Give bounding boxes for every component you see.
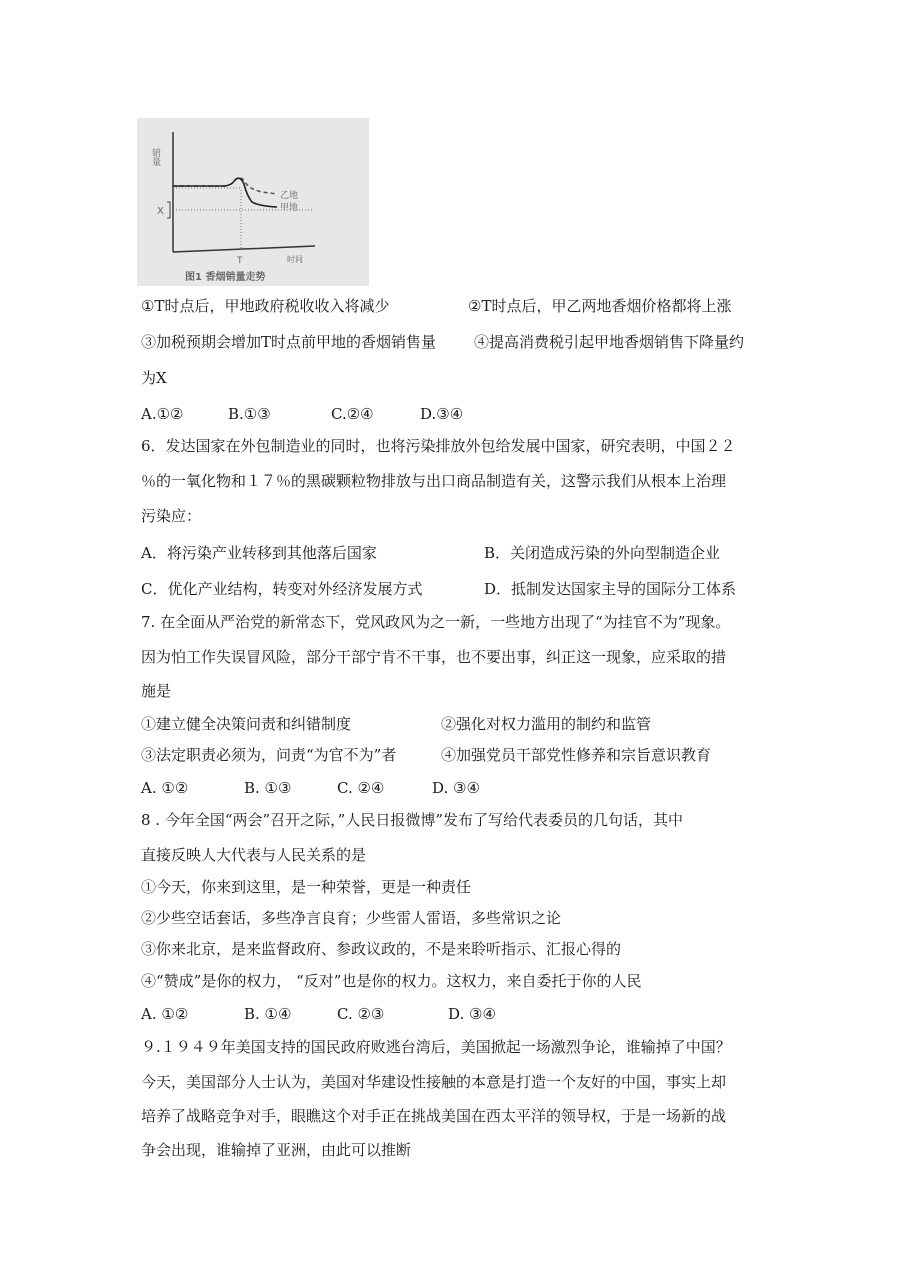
- q5-option-3: ③加税预期会增加T时点前甲地的香烟销售量: [141, 333, 437, 351]
- q8-choice-d: D. ③④: [448, 1005, 496, 1023]
- q6-choice-b: B．关闭造成污染的外向型制造企业: [484, 544, 721, 562]
- figure-caption: 图1 香烟销量走势: [185, 272, 266, 283]
- q8-option-4: ④“赞成”是你的权力， “反对”也是你的权力。这权力，来自委托于你的人民: [141, 972, 642, 990]
- q7-option-3: ③法定职责必须为，问责“为官不为”者: [141, 746, 397, 764]
- q7-stem-line-2: 因为怕工作失误冒风险，部分干部宁肯不干事，也不要出事，纠正这一现象，应采取的措: [141, 648, 727, 666]
- q8-option-2: ②少些空话套话，多些净言良育；少些雷人雷语，多些常识之论: [141, 909, 562, 927]
- q5-choice-d: D.③④: [420, 405, 464, 423]
- x-bracket: [167, 202, 170, 218]
- q8-stem-line-2: 直接反映人大代表与人民关系的是: [141, 846, 367, 864]
- q9-stem-line-2: 今天，美国部分人士认为，美国对华建设性接触的本意是打造一个友好的中国，事实上却: [141, 1073, 727, 1091]
- x-axis: [173, 246, 315, 252]
- q9-stem-line-3: 培养了战略竞争对手，眼瞧这个对手正在挑战美国在西太平洋的领导权，于是一场新的战: [141, 1107, 727, 1125]
- series-jia-label: 甲地: [280, 203, 299, 213]
- q6-choice-c: C．优化产业结构，转变对外经济发展方式: [141, 580, 423, 598]
- q7-choice-a: A. ①②: [141, 779, 189, 797]
- q6-stem-line-1: 6．发达国家在外包制造业的同时，也将污染排放外包给发展中国家，研究表明，中国２２: [141, 437, 736, 455]
- q9-stem-line-4: 争会出现，谁输掉了亚洲，由此可以推断: [141, 1141, 412, 1159]
- q6-choice-d: D．抵制发达国家主导的国际分工体系: [484, 580, 737, 598]
- q7-stem-line-1: 7. 在全面从严治党的新常态下，党风政风为之一新，一些地方出现了“为挂官不为”现象。: [141, 613, 731, 631]
- q8-option-3: ③你来北京，是来监督政府、参政议政的，不是来聆听指示、汇报心得的: [141, 940, 622, 958]
- x-axis-label: 时间: [287, 255, 303, 264]
- q7-choice-d: D. ③④: [432, 779, 480, 797]
- series-yi-label: 乙地: [280, 191, 299, 201]
- q8-choice-b: B. ①④: [244, 1005, 292, 1023]
- q5-option-1: ①T时点后，甲地政府税收收入将减少: [141, 297, 390, 315]
- sales-trend-chart: [137, 118, 369, 286]
- t-mark-label: T: [237, 256, 243, 266]
- q6-choice-a: A．将污染产业转移到其他落后国家: [141, 544, 377, 562]
- q6-stem-line-2: ％的一氧化物和１７％的黑碳颗粒物排放与出口商品制造有关，这警示我们从根本上治理: [141, 472, 727, 490]
- q7-choice-b: B. ①③: [244, 779, 292, 797]
- sales-trend-figure: [137, 118, 369, 286]
- series-jia-line: [173, 178, 277, 207]
- q7-choice-c: C. ②④: [337, 779, 385, 797]
- q8-choice-c: C. ②③: [337, 1005, 385, 1023]
- q7-option-2: ②强化对权力滥用的制约和监管: [441, 715, 652, 733]
- q5-choice-b: B.①③: [228, 405, 271, 423]
- q7-option-1: ①建立健全决策问责和纠错制度: [141, 715, 352, 733]
- q6-stem-line-3: 污染应：: [141, 507, 202, 525]
- q8-option-1: ①今天，你来到这里，是一种荣誉，更是一种责任: [141, 878, 472, 896]
- q5-choice-a: A.①②: [141, 405, 184, 423]
- q9-stem-line-1: ９.１９４９年美国支持的国民政府败逃台湾后，美国掀起一场激烈争论，谁输掉了中国？: [141, 1038, 731, 1056]
- q5-choice-c: C.②④: [331, 405, 374, 423]
- x-mark-label: X: [157, 206, 164, 217]
- q5-option-4: ④提高消费税引起甲地香烟销售下降量约: [474, 333, 745, 351]
- q7-option-4: ④加强党员干部党性修养和宗旨意识教育: [441, 746, 712, 764]
- q5-option-2: ②T时点后，甲乙两地香烟价格都将上涨: [468, 297, 732, 315]
- y-axis-label: 销量: [150, 148, 160, 166]
- q8-choice-a: A. ①②: [141, 1005, 189, 1023]
- q5-option-4-continued: 为X: [141, 369, 167, 387]
- q7-stem-line-3: 施是: [141, 682, 172, 700]
- q8-stem-line-1: 8 . 今年全国“两会”召开之际，”人民日报微博”发布了写给代表委员的几句话，其中: [141, 811, 684, 829]
